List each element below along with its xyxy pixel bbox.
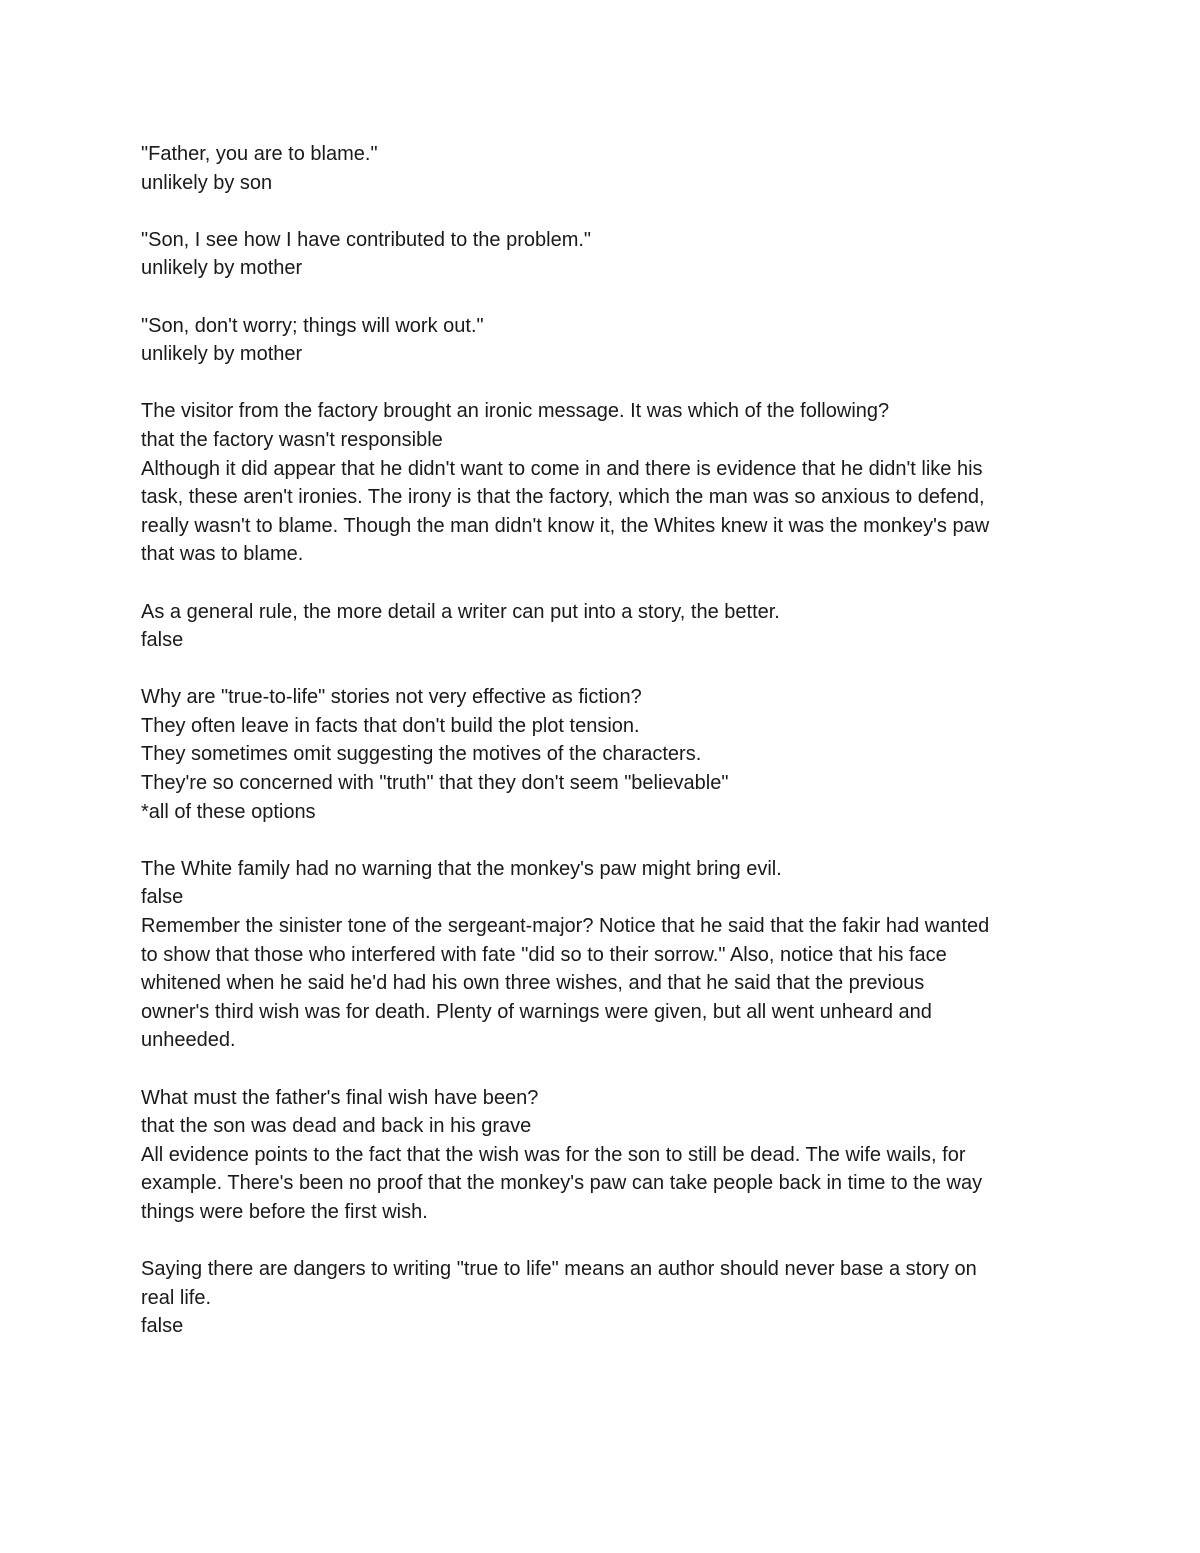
question-text: As a general rule, the more detail a writer can put into a story, the better. (141, 600, 780, 623)
answer-text: things were before the first wish. (141, 1200, 428, 1223)
qa-block (141, 1084, 1071, 1227)
qa-block (141, 1255, 1071, 1341)
qa-block (141, 855, 1071, 1055)
question-text: "Father, you are to blame." (141, 143, 378, 165)
answer-text: to show that those who interfered with fate "did so to their sorrow." Also, notice that his face (141, 943, 947, 966)
paragraph-gap (141, 569, 1071, 598)
answer-text: All evidence points to the fact that the wish was for the son to still be dead. The wife wails, for (141, 1143, 966, 1166)
answer-text: *all of these options (141, 800, 316, 823)
qa-block (141, 312, 1071, 369)
answer-text: that the son was dead and back in his grave (141, 1115, 532, 1138)
qa-block (141, 598, 1071, 655)
answer-text: Remember the sinister tone of the sergeant-major? Notice that he said that the fakir had wanted (141, 915, 990, 938)
answer-text: unlikely by mother (141, 257, 303, 280)
answer-text: They're so concerned with "truth" that they don't seem "believable" (141, 772, 729, 795)
answer-text: They often leave in facts that don't build the plot tension. (141, 714, 640, 737)
question-text: Why are "true-to-life" stories not very effective as fiction? (141, 686, 642, 709)
answer-text: false (141, 886, 184, 909)
answer-text: false (141, 1315, 184, 1338)
qa-block (141, 683, 1071, 826)
question-text: "Son, don't worry; things will work out." (141, 314, 484, 337)
question-text: The White family had no warning that the monkey's paw might bring evil. (141, 857, 782, 880)
answer-text: Although it did appear that he didn't want to come in and there is evidence that he didn't like his (141, 457, 983, 480)
document-body (141, 140, 1071, 1341)
answer-text: example. There's been no proof that the monkey's paw can take people back in time to the way (141, 1172, 983, 1195)
paragraph-gap (141, 369, 1071, 398)
answer-text: false (141, 629, 184, 652)
question-text: What must the father's final wish have been? (141, 1086, 539, 1109)
qa-block (141, 140, 1071, 197)
answer-text: task, these aren't ironies. The irony is that the factory, which the man was so anxious to defend, (141, 486, 985, 509)
paragraph-gap (141, 1227, 1071, 1256)
answer-text: really wasn't to blame. Though the man didn't know it, the Whites knew it was the monkey's paw (141, 514, 990, 537)
paragraph-gap (141, 655, 1071, 684)
qa-block (141, 226, 1071, 283)
paragraph-gap (141, 826, 1071, 855)
qa-block (141, 397, 1071, 569)
question-text: The visitor from the factory brought an ironic message. It was which of the following? (141, 400, 890, 423)
answer-text: that was to blame. (141, 543, 304, 566)
answer-text: They sometimes omit suggesting the motives of the characters. (141, 743, 702, 766)
paragraph-gap (141, 1055, 1071, 1084)
answer-text: whitened when he said he'd had his own three wishes, and that he said that the previous (141, 972, 925, 995)
answer-text: real life. (141, 1286, 212, 1309)
answer-text: owner's third wish was for death. Plenty of warnings were given, but all went unheard and (141, 1000, 932, 1023)
answer-text: unlikely by son (141, 171, 273, 194)
answer-text: unlikely by mother (141, 343, 303, 366)
question-text: "Son, I see how I have contributed to the problem." (141, 228, 592, 251)
question-text: Saying there are dangers to writing "true to life" means an author should never base a story on (141, 1258, 977, 1281)
paragraph-gap (141, 197, 1071, 226)
answer-text: that the factory wasn't responsible (141, 428, 443, 451)
paragraph-gap (141, 283, 1071, 312)
answer-text: unheeded. (141, 1029, 236, 1052)
